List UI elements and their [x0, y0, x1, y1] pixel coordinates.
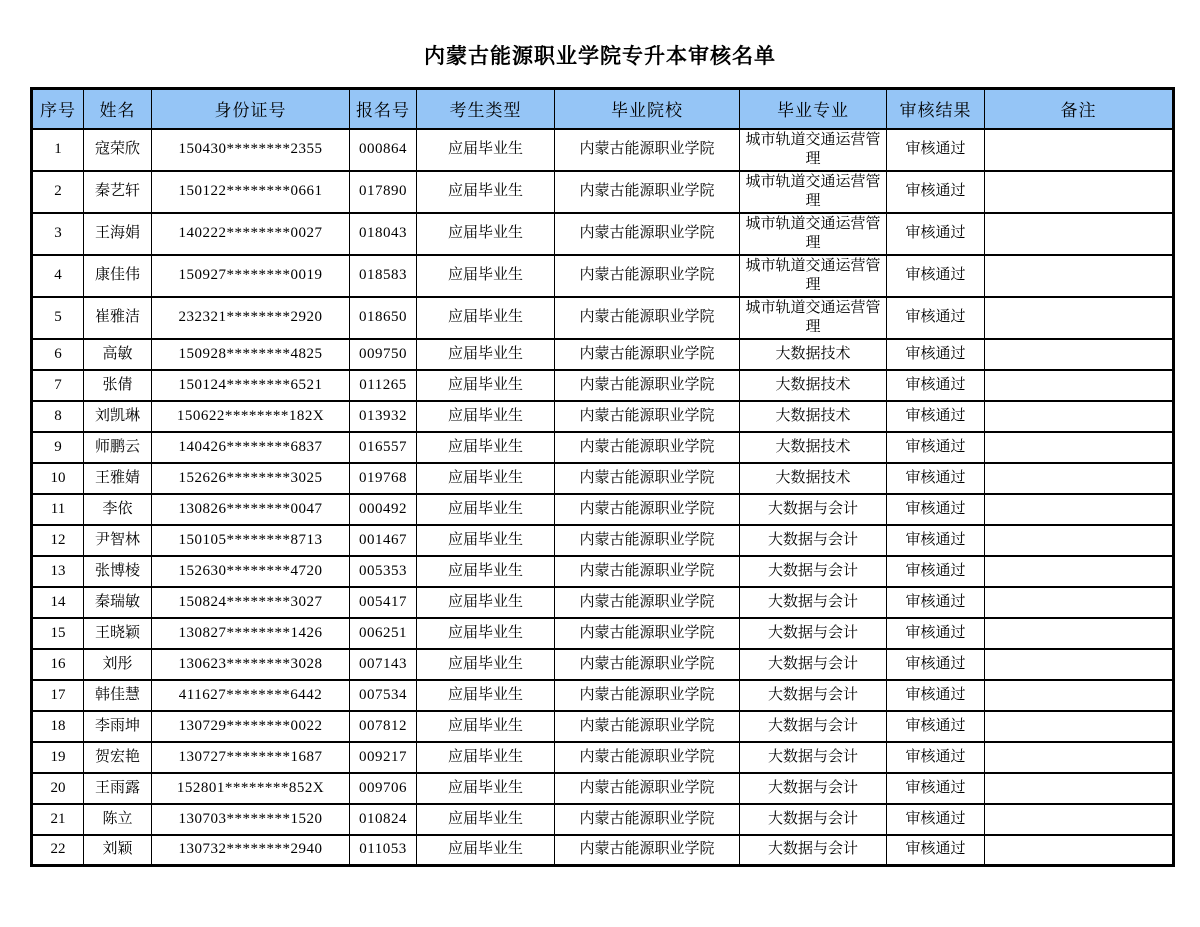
cell-id: 140426********6837 [152, 432, 350, 463]
cell-type: 应届毕业生 [417, 339, 555, 370]
table-row [32, 556, 1174, 587]
cell-major: 城市轨道交通运营管理 [740, 129, 887, 171]
cell-result: 审核通过 [887, 401, 985, 432]
cell-name: 王雅婧 [84, 463, 152, 494]
cell-result: 审核通过 [887, 213, 985, 255]
table-row [32, 711, 1174, 742]
cell-reg: 011053 [350, 835, 417, 866]
table-row [32, 370, 1174, 401]
cell-id: 130623********3028 [152, 649, 350, 680]
cell-major: 大数据与会计 [740, 680, 887, 711]
cell-name: 刘彤 [84, 649, 152, 680]
cell-result: 审核通过 [887, 556, 985, 587]
cell-major: 大数据与会计 [740, 649, 887, 680]
cell-id: 411627********6442 [152, 680, 350, 711]
table-row [32, 339, 1174, 370]
cell-reg: 007812 [350, 711, 417, 742]
cell-name: 寇荣欣 [84, 129, 152, 171]
cell-name: 崔雅洁 [84, 297, 152, 339]
cell-school: 内蒙古能源职业学院 [555, 129, 740, 171]
cell-remark [985, 213, 1174, 255]
cell-result: 审核通过 [887, 835, 985, 866]
column-header-serial: 序号 [32, 89, 84, 129]
cell-type: 应届毕业生 [417, 649, 555, 680]
cell-major: 大数据与会计 [740, 742, 887, 773]
cell-remark [985, 463, 1174, 494]
cell-major: 大数据与会计 [740, 835, 887, 866]
cell-name: 王晓颖 [84, 618, 152, 649]
cell-major: 大数据与会计 [740, 618, 887, 649]
cell-school: 内蒙古能源职业学院 [555, 401, 740, 432]
cell-major: 大数据与会计 [740, 804, 887, 835]
cell-type: 应届毕业生 [417, 804, 555, 835]
cell-type: 应届毕业生 [417, 432, 555, 463]
cell-reg: 010824 [350, 804, 417, 835]
cell-id: 130727********1687 [152, 742, 350, 773]
cell-id: 130729********0022 [152, 711, 350, 742]
cell-type: 应届毕业生 [417, 129, 555, 171]
table-row [32, 297, 1174, 339]
cell-serial: 21 [32, 804, 84, 835]
cell-name: 李雨坤 [84, 711, 152, 742]
cell-type: 应届毕业生 [417, 255, 555, 297]
cell-school: 内蒙古能源职业学院 [555, 525, 740, 556]
cell-reg: 000864 [350, 129, 417, 171]
cell-reg: 007534 [350, 680, 417, 711]
cell-serial: 14 [32, 587, 84, 618]
cell-remark [985, 494, 1174, 525]
cell-type: 应届毕业生 [417, 618, 555, 649]
table-row [32, 432, 1174, 463]
cell-school: 内蒙古能源职业学院 [555, 711, 740, 742]
cell-id: 152801********852X [152, 773, 350, 804]
cell-major: 大数据与会计 [740, 773, 887, 804]
cell-type: 应届毕业生 [417, 587, 555, 618]
cell-major: 城市轨道交通运营管理 [740, 297, 887, 339]
cell-reg: 001467 [350, 525, 417, 556]
cell-major: 大数据与会计 [740, 556, 887, 587]
cell-remark [985, 525, 1174, 556]
cell-school: 内蒙古能源职业学院 [555, 213, 740, 255]
cell-type: 应届毕业生 [417, 742, 555, 773]
cell-id: 150622********182X [152, 401, 350, 432]
cell-major: 城市轨道交通运营管理 [740, 171, 887, 213]
column-header-name: 姓名 [84, 89, 152, 129]
cell-school: 内蒙古能源职业学院 [555, 680, 740, 711]
column-header-school: 毕业院校 [555, 89, 740, 129]
cell-major: 大数据技术 [740, 401, 887, 432]
cell-remark [985, 804, 1174, 835]
cell-serial: 2 [32, 171, 84, 213]
cell-serial: 16 [32, 649, 84, 680]
cell-id: 150824********3027 [152, 587, 350, 618]
cell-reg: 005417 [350, 587, 417, 618]
cell-serial: 13 [32, 556, 84, 587]
cell-type: 应届毕业生 [417, 494, 555, 525]
cell-school: 内蒙古能源职业学院 [555, 742, 740, 773]
cell-name: 秦瑞敏 [84, 587, 152, 618]
cell-type: 应届毕业生 [417, 463, 555, 494]
column-header-id: 身份证号 [152, 89, 350, 129]
table-row [32, 494, 1174, 525]
cell-school: 内蒙古能源职业学院 [555, 587, 740, 618]
cell-reg: 018043 [350, 213, 417, 255]
cell-serial: 7 [32, 370, 84, 401]
cell-reg: 013932 [350, 401, 417, 432]
cell-id: 130826********0047 [152, 494, 350, 525]
column-header-result: 审核结果 [887, 89, 985, 129]
cell-serial: 20 [32, 773, 84, 804]
cell-remark [985, 129, 1174, 171]
cell-school: 内蒙古能源职业学院 [555, 494, 740, 525]
cell-school: 内蒙古能源职业学院 [555, 618, 740, 649]
cell-result: 审核通过 [887, 680, 985, 711]
cell-name: 张倩 [84, 370, 152, 401]
table-row [32, 171, 1174, 213]
cell-type: 应届毕业生 [417, 297, 555, 339]
cell-type: 应届毕业生 [417, 835, 555, 866]
cell-reg: 019768 [350, 463, 417, 494]
cell-type: 应届毕业生 [417, 556, 555, 587]
cell-id: 130703********1520 [152, 804, 350, 835]
cell-major: 大数据与会计 [740, 711, 887, 742]
cell-remark [985, 339, 1174, 370]
column-header-remark: 备注 [985, 89, 1174, 129]
cell-id: 232321********2920 [152, 297, 350, 339]
cell-result: 审核通过 [887, 618, 985, 649]
cell-remark [985, 773, 1174, 804]
cell-name: 李依 [84, 494, 152, 525]
cell-id: 150927********0019 [152, 255, 350, 297]
cell-id: 150124********6521 [152, 370, 350, 401]
cell-result: 审核通过 [887, 171, 985, 213]
table-row [32, 129, 1174, 171]
cell-serial: 15 [32, 618, 84, 649]
cell-reg: 016557 [350, 432, 417, 463]
cell-name: 韩佳慧 [84, 680, 152, 711]
cell-reg: 009750 [350, 339, 417, 370]
cell-type: 应届毕业生 [417, 525, 555, 556]
cell-result: 审核通过 [887, 297, 985, 339]
cell-serial: 8 [32, 401, 84, 432]
cell-school: 内蒙古能源职业学院 [555, 835, 740, 866]
cell-id: 152630********4720 [152, 556, 350, 587]
cell-serial: 12 [32, 525, 84, 556]
cell-remark [985, 618, 1174, 649]
cell-serial: 11 [32, 494, 84, 525]
cell-type: 应届毕业生 [417, 711, 555, 742]
cell-result: 审核通过 [887, 494, 985, 525]
cell-serial: 3 [32, 213, 84, 255]
cell-id: 130827********1426 [152, 618, 350, 649]
cell-name: 刘凯琳 [84, 401, 152, 432]
cell-remark [985, 556, 1174, 587]
cell-serial: 18 [32, 711, 84, 742]
column-header-type: 考生类型 [417, 89, 555, 129]
cell-reg: 000492 [350, 494, 417, 525]
cell-reg: 009217 [350, 742, 417, 773]
cell-result: 审核通过 [887, 255, 985, 297]
cell-result: 审核通过 [887, 804, 985, 835]
cell-reg: 017890 [350, 171, 417, 213]
cell-id: 150122********0661 [152, 171, 350, 213]
cell-serial: 5 [32, 297, 84, 339]
cell-remark [985, 649, 1174, 680]
cell-school: 内蒙古能源职业学院 [555, 297, 740, 339]
cell-name: 尹智林 [84, 525, 152, 556]
cell-serial: 10 [32, 463, 84, 494]
cell-reg: 018650 [350, 297, 417, 339]
cell-name: 王雨露 [84, 773, 152, 804]
cell-serial: 22 [32, 835, 84, 866]
cell-name: 刘颖 [84, 835, 152, 866]
cell-result: 审核通过 [887, 463, 985, 494]
cell-type: 应届毕业生 [417, 401, 555, 432]
cell-result: 审核通过 [887, 370, 985, 401]
table-row [32, 773, 1174, 804]
cell-remark [985, 835, 1174, 866]
cell-name: 王海娟 [84, 213, 152, 255]
cell-school: 内蒙古能源职业学院 [555, 370, 740, 401]
table-row [32, 680, 1174, 711]
table-row [32, 401, 1174, 432]
cell-name: 贺宏艳 [84, 742, 152, 773]
cell-type: 应届毕业生 [417, 680, 555, 711]
cell-reg: 009706 [350, 773, 417, 804]
cell-serial: 9 [32, 432, 84, 463]
table-row [32, 255, 1174, 297]
cell-major: 大数据技术 [740, 432, 887, 463]
cell-type: 应届毕业生 [417, 171, 555, 213]
cell-result: 审核通过 [887, 711, 985, 742]
cell-id: 150430********2355 [152, 129, 350, 171]
cell-serial: 19 [32, 742, 84, 773]
cell-result: 审核通过 [887, 525, 985, 556]
cell-school: 内蒙古能源职业学院 [555, 649, 740, 680]
table-row [32, 804, 1174, 835]
page-title: 内蒙古能源职业学院专升本审核名单 [424, 44, 776, 68]
cell-reg: 006251 [350, 618, 417, 649]
cell-reg: 011265 [350, 370, 417, 401]
cell-major: 大数据与会计 [740, 525, 887, 556]
table-row [32, 463, 1174, 494]
cell-result: 审核通过 [887, 649, 985, 680]
table-row [32, 742, 1174, 773]
cell-serial: 1 [32, 129, 84, 171]
cell-school: 内蒙古能源职业学院 [555, 773, 740, 804]
cell-id: 152626********3025 [152, 463, 350, 494]
cell-result: 审核通过 [887, 432, 985, 463]
cell-result: 审核通过 [887, 773, 985, 804]
review-list-table [30, 87, 1175, 867]
cell-remark [985, 401, 1174, 432]
cell-id: 150928********4825 [152, 339, 350, 370]
table-body [32, 129, 1174, 866]
cell-school: 内蒙古能源职业学院 [555, 339, 740, 370]
cell-result: 审核通过 [887, 742, 985, 773]
cell-type: 应届毕业生 [417, 213, 555, 255]
cell-remark [985, 370, 1174, 401]
table-header-row [32, 89, 1174, 129]
cell-type: 应届毕业生 [417, 773, 555, 804]
table-row [32, 835, 1174, 866]
cell-name: 康佳伟 [84, 255, 152, 297]
cell-remark [985, 742, 1174, 773]
cell-major: 城市轨道交通运营管理 [740, 255, 887, 297]
cell-id: 150105********8713 [152, 525, 350, 556]
cell-school: 内蒙古能源职业学院 [555, 432, 740, 463]
table-row [32, 525, 1174, 556]
cell-name: 师鹏云 [84, 432, 152, 463]
cell-serial: 17 [32, 680, 84, 711]
cell-remark [985, 432, 1174, 463]
cell-major: 大数据技术 [740, 339, 887, 370]
cell-school: 内蒙古能源职业学院 [555, 255, 740, 297]
column-header-major: 毕业专业 [740, 89, 887, 129]
cell-school: 内蒙古能源职业学院 [555, 463, 740, 494]
cell-school: 内蒙古能源职业学院 [555, 171, 740, 213]
cell-name: 秦艺轩 [84, 171, 152, 213]
cell-serial: 6 [32, 339, 84, 370]
cell-id: 130732********2940 [152, 835, 350, 866]
cell-name: 陈立 [84, 804, 152, 835]
cell-name: 高敏 [84, 339, 152, 370]
cell-school: 内蒙古能源职业学院 [555, 804, 740, 835]
cell-remark [985, 297, 1174, 339]
cell-reg: 018583 [350, 255, 417, 297]
cell-remark [985, 680, 1174, 711]
cell-major: 大数据技术 [740, 370, 887, 401]
cell-major: 城市轨道交通运营管理 [740, 213, 887, 255]
column-header-reg: 报名号 [350, 89, 417, 129]
table-row [32, 618, 1174, 649]
cell-school: 内蒙古能源职业学院 [555, 556, 740, 587]
cell-result: 审核通过 [887, 129, 985, 171]
table-row [32, 213, 1174, 255]
cell-remark [985, 711, 1174, 742]
cell-remark [985, 255, 1174, 297]
cell-reg: 007143 [350, 649, 417, 680]
cell-remark [985, 171, 1174, 213]
cell-type: 应届毕业生 [417, 370, 555, 401]
cell-serial: 4 [32, 255, 84, 297]
cell-major: 大数据与会计 [740, 587, 887, 618]
cell-remark [985, 587, 1174, 618]
table-row [32, 587, 1174, 618]
cell-result: 审核通过 [887, 339, 985, 370]
cell-name: 张博棱 [84, 556, 152, 587]
cell-reg: 005353 [350, 556, 417, 587]
cell-major: 大数据与会计 [740, 494, 887, 525]
table-row [32, 649, 1174, 680]
cell-result: 审核通过 [887, 587, 985, 618]
cell-major: 大数据技术 [740, 463, 887, 494]
cell-id: 140222********0027 [152, 213, 350, 255]
